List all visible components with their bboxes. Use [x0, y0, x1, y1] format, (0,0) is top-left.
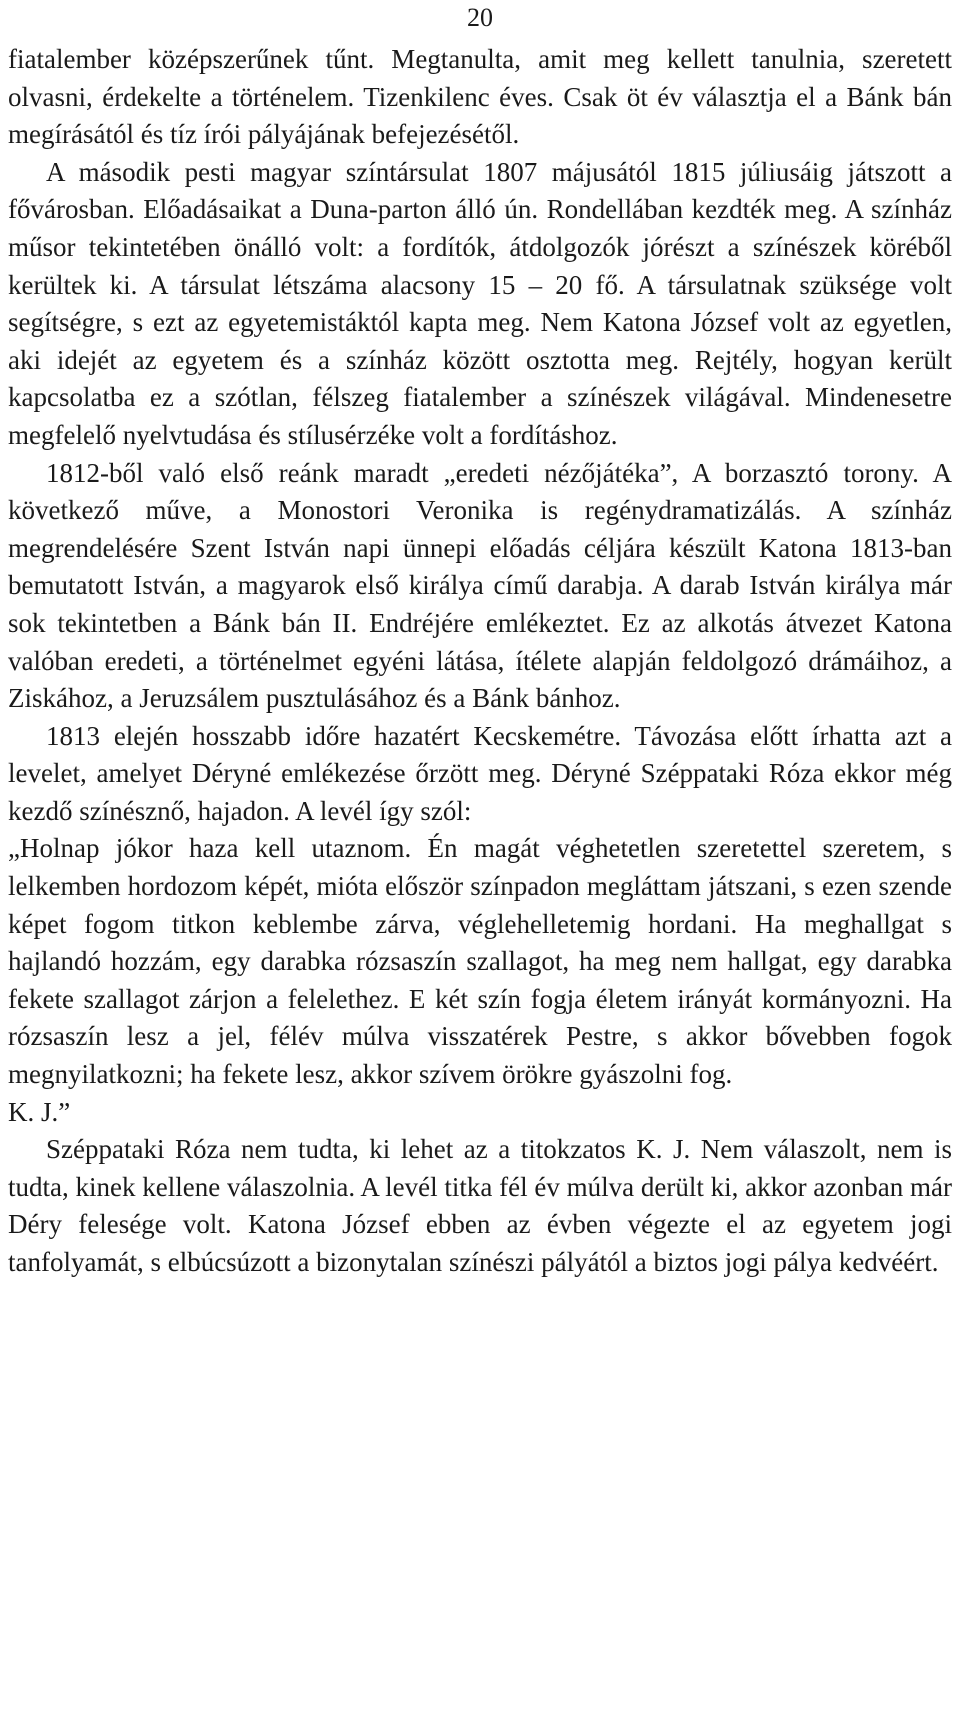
paragraph-1: fiatalember középszerűnek tűnt. Megtanulta, amit meg kellett tanulnia, szeretett olvasni, érdekelte a történelem. Tizenkilenc éves. Csak öt év választja el a Bánk bán megírásától és tíz írói pályájának befejezésétől.	[8, 44, 952, 150]
letter-signature: K. J.”	[8, 1096, 71, 1127]
document-body	[8, 41, 952, 1282]
letter-quote: „Holnap jókor haza kell utaznom. Én magát véghetetlen szeretettel szeretem, s lelkemben hordozom képét, mióta először színpadon megláttam játszani, s ezen szende képet fogom titkon keblembe zárva, véglehelletemig hordani. Ha meghallgat s hajlandó hozzám, egy darabka rózsaszín szallagot, ha meg nem hallgat, egy darabka fekete szallagot zárjon a felelethez. E két szín fogja életem irányát kormányozni. Ha rózsaszín lesz a jel, félév múlva visszatérek Pestre, s akkor bővebben fogok megnyilatkozni; ha fekete lesz, akkor szívem örökre gyászolni fog.	[8, 833, 952, 1090]
paragraph-3: 1812-ből való első reánk maradt „eredeti nézőjátéka”, A borzasztó torony. A következő műve, a Monostori Veronika is regénydramatizálás. A színház megrendelésére Szent István napi ünnepi előadás céljára készült Katona 1813-ban bemutatott István, a magyarok első királya című darabja. A darab István királya már sok tekintetben a Bánk bán II. Endréjére emlékeztet. Ez az alkotás átvezet Katona valóban eredeti, a történelmet egyéni látása, ítélete alapján feldolgozó drámáihoz, a Ziskához, a Jeruzsálem pusztulásához és a Bánk bánhoz.	[8, 457, 952, 714]
page-number: 20	[467, 3, 493, 32]
paragraph-7: Széppataki Róza nem tudta, ki lehet az a titokzatos K. J. Nem válaszolt, nem is tudta, kinek kellene válaszolnia. A levél titka fél év múlva derült ki, akkor azonban már Déry felesége volt. Katona József ebben az évben végezte el az egyetem jogi tanfolyamát, s elbúcsúzott a bizonytalan színészi pályától a biztos jogi pálya kedvéért.	[8, 1134, 952, 1277]
paragraph-2: A második pesti magyar színtársulat 1807 májusától 1815 júliusáig játszott a fővárosban. Előadásaikat a Duna-parton álló ún. Rondellában kezdték meg. A színház műsor tekintetében önálló volt: a fordítók, átdolgozók jórészt a színészek köréből kerültek ki. A társulat létszáma alacsony 15 – 20 fő. A társulatnak szüksége volt segítségre, s ezt az egyetemistáktól kapta meg. Nem Katona József volt az egyetlen, aki idejét az egyetem és a színház között osztotta meg. Rejtély, hogyan került kapcsolatba ez a szótlan, félszeg fiatalember a színészek világával. Mindenesetre megfelelő nyelvtudása és stílusérzéke volt a fordításhoz.	[8, 156, 952, 450]
paragraph-4: 1813 elején hosszabb időre hazatért Kecskemétre. Távozása előtt írhatta azt a levelet, amelyet Déryné emlékezése őrzött meg. Déryné Széppataki Róza ekkor még kezdő színésznő, hajadon. A levél így szól:	[8, 720, 952, 826]
